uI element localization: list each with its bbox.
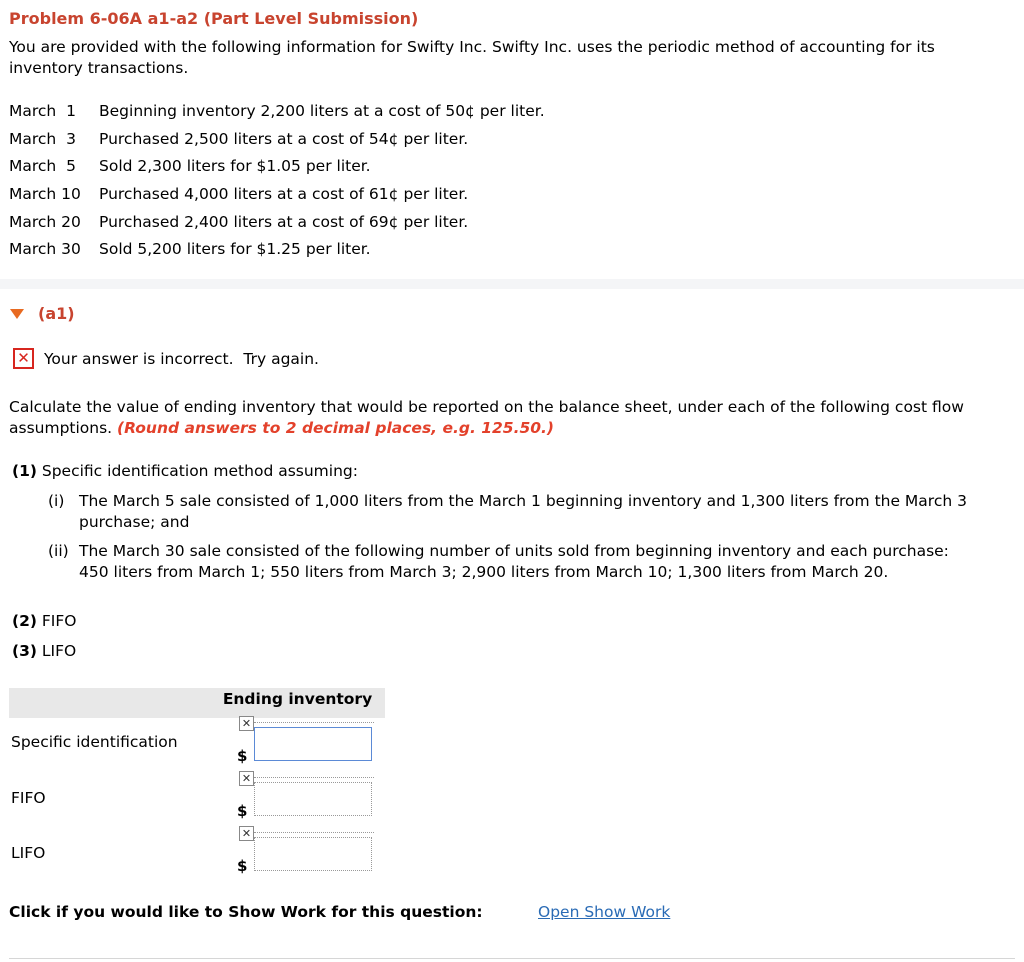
field-status-x-icon: ✕: [239, 771, 254, 786]
incorrect-x-icon: ✕: [13, 348, 34, 369]
transaction-date: March 20: [9, 212, 81, 231]
open-show-work-link[interactable]: Open Show Work: [538, 903, 671, 921]
field-status-x-icon: ✕: [239, 716, 254, 731]
method-number: (1): [12, 462, 37, 480]
transaction-text: Purchased 2,500 liters at a cost of 54¢ per liter.: [99, 129, 469, 148]
method-text: LIFO: [36, 642, 77, 660]
answer-status: [13, 348, 319, 369]
assumption-i: [48, 491, 978, 533]
method-number: (2): [12, 612, 37, 630]
transaction-text: Sold 5,200 liters for $1.25 per liter.: [99, 240, 371, 259]
transaction-date: March 10: [9, 184, 81, 203]
transaction-row: [9, 97, 545, 125]
instruction: [9, 397, 1009, 439]
currency-symbol: $: [237, 802, 248, 820]
row-label-specific-identification: Specific identification: [11, 733, 178, 751]
show-work-prompt: Click if you would like to Show Work for this question:: [9, 903, 483, 921]
transaction-date: March 5: [9, 157, 76, 176]
transaction-row: [9, 152, 545, 180]
method-1: [12, 462, 358, 480]
transaction-row: [9, 208, 545, 236]
specific-identification-input[interactable]: [254, 727, 372, 761]
lifo-input[interactable]: [254, 837, 372, 871]
transaction-date: March 3: [9, 129, 76, 148]
row-label-fifo: FIFO: [11, 789, 46, 807]
assumption-text: The March 30 sale consisted of the following number of units sold from beginning inventory and each purchase: 450 liters from March 1; 550 liters from March 3; 2,900 liters from March 10; 1,300 liters from March 20.: [79, 542, 949, 581]
problem-intro: You are provided with the following information for Swifty Inc. Swifty Inc. uses the periodic method of accounting for its inventory transactions.: [9, 38, 935, 77]
method-3: [12, 642, 76, 660]
problem-title: Problem 6-06A a1-a2 (Part Level Submission): [9, 9, 419, 28]
transaction-text: Purchased 2,400 liters at a cost of 69¢ per liter.: [99, 212, 469, 231]
transaction-text: Purchased 4,000 liters at a cost of 61¢ per liter.: [99, 184, 469, 203]
transaction-text: Beginning inventory 2,200 liters at a cost of 50¢ per liter.: [99, 101, 545, 120]
assumption-ii: [48, 541, 978, 583]
section-divider: [0, 279, 1024, 289]
field-border: [254, 722, 374, 723]
method-text: Specific identification method assuming:: [36, 462, 358, 480]
method-2: [12, 612, 76, 630]
status-text: Your answer is incorrect. Try again.: [44, 349, 319, 368]
currency-symbol: $: [237, 857, 248, 875]
part-label: (a1): [38, 304, 75, 323]
method-number: (3): [12, 642, 37, 660]
transaction-text: Sold 2,300 liters for $1.05 per liter.: [99, 157, 371, 176]
assumption-number: (ii): [48, 542, 69, 560]
transaction-row: [9, 235, 545, 263]
instruction-text: Calculate the value of ending inventory that would be reported on the balance sheet, under each of the following cost flow assumptions.: [9, 398, 964, 437]
part-a1-toggle[interactable]: [9, 304, 75, 323]
transaction-date: March 30: [9, 240, 81, 259]
rounding-note: (Round answers to 2 decimal places, e.g. 125.50.): [117, 419, 555, 437]
collapse-triangle-icon: [10, 309, 24, 319]
column-header-ending-inventory: Ending inventory: [222, 690, 373, 708]
row-label-lifo: LIFO: [11, 844, 46, 862]
fifo-input[interactable]: [254, 782, 372, 816]
transaction-list: [9, 97, 545, 263]
assumption-number: (i): [48, 492, 65, 510]
field-border: [254, 777, 374, 778]
currency-symbol: $: [237, 747, 248, 765]
transaction-date: March 1: [9, 101, 76, 120]
method-text: FIFO: [36, 612, 77, 630]
field-status-x-icon: ✕: [239, 826, 254, 841]
transaction-row: [9, 180, 545, 208]
field-border: [254, 832, 374, 833]
transaction-row: [9, 125, 545, 153]
assumption-text: The March 5 sale consisted of 1,000 liters from the March 1 beginning inventory and 1,300 liters from the March 3 purchase; and: [79, 492, 967, 531]
bottom-divider: [9, 958, 1015, 959]
